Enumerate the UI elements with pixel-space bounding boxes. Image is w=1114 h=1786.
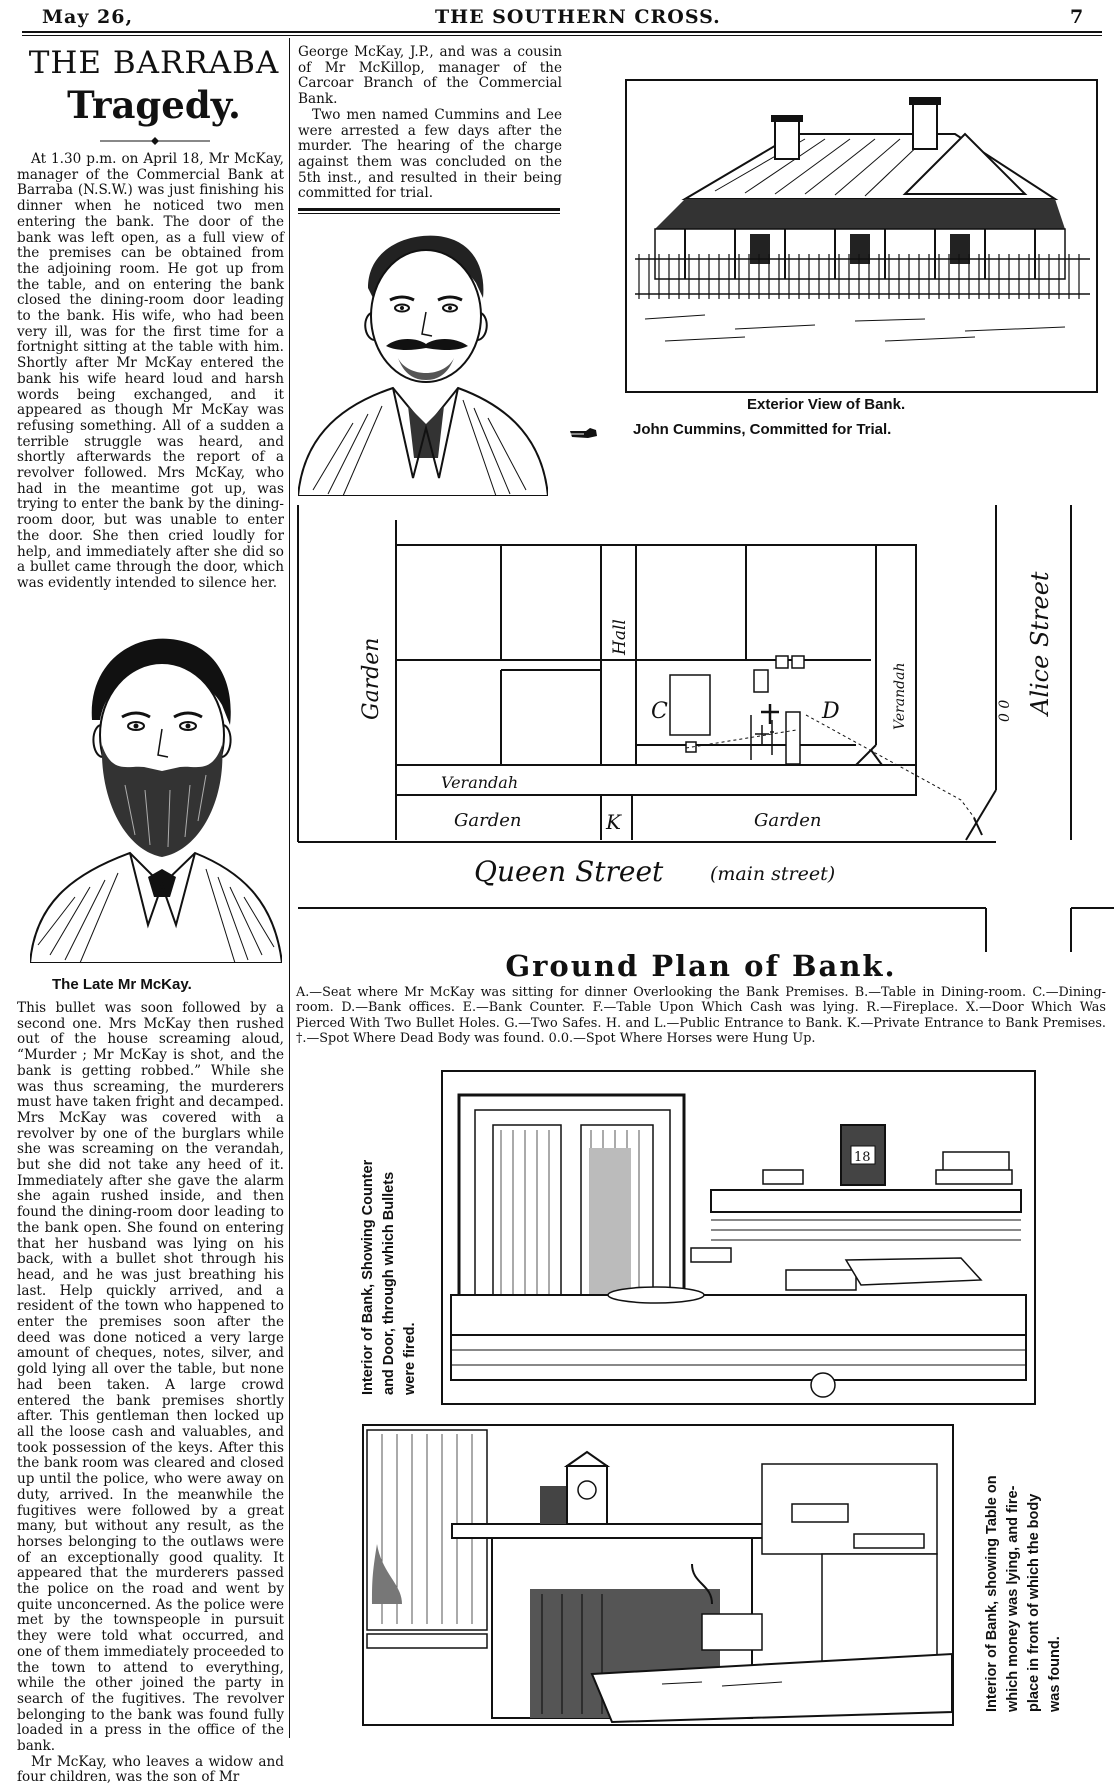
illustration-interior-counter (441, 1070, 1036, 1405)
masthead-title: THE SOUTHERN CROSS. (435, 6, 721, 28)
article-col1-part2 (17, 1001, 284, 1786)
plan-label-oo: 0 0 (997, 699, 1013, 722)
plan-label-queen-street: Queen Street (474, 855, 664, 888)
ornament-rule (100, 136, 210, 146)
caption-interior-table (982, 1475, 1066, 1712)
paragraph: Two men named Cummins and Lee were arrested a few days after the murder. The hearing of the charge against them was concluded on the 5th inst., and resulted in their being committed for trial. (298, 106, 562, 202)
headline-line2: Tragedy. (67, 83, 241, 127)
section-rule (298, 208, 560, 211)
plan-label-garden-bottom-right: Garden (754, 810, 822, 831)
caption-late-mckay: The Late Mr McKay. (52, 976, 192, 993)
masthead-rule (22, 31, 1102, 33)
pointing-hand-icon (568, 425, 600, 441)
plan-label-d: D (822, 699, 840, 724)
caption-line: and Door, through which Bullets (381, 1171, 397, 1395)
caption-line: place in front of which the body (1026, 1493, 1042, 1712)
plan-label-garden-bottom-left: Garden (454, 810, 522, 831)
caption-line: Interior of Bank, Showing Counter (360, 1159, 376, 1395)
caption-line: Interior of Bank, showing Table on (984, 1475, 1000, 1712)
plan-legend: A.—Seat where Mr McKay was sitting for dinner Overlooking the Bank Premises. B.—Table in Dining-room. C.—Dining-room. D.—Bank offices. E.—Bank Counter. F.—Table Upon Which Cash was lying. R.—Fireplace. X.—Door Which Was Pierced With Two Bullet Holes. G.—Two Safes. H. and L.—Public Entrance to Bank. K.—Private Entrance to Bank Premises. †.—Spot Where Dead Body was found. 0.0.—Spot Where Horses were Hung Up. (296, 985, 1106, 1047)
paragraph: Mr McKay, who leaves a widow and four children, was the son of Mr (17, 1753, 284, 1786)
section-rule-thin (298, 213, 560, 214)
paragraph: At 1.30 p.m. on April 18, Mr McKay, manager of the Commercial Bank at Barraba (N.S.W.) was just finishing his dinner when he noticed two men entering the bank. The door of the bank was left open, as a full view of the premises can be obtained from the adjoining room. He got up from the table, and on entering the bank closed the dining-room door leading to the bank. His wife, who had been very ill, was for the first time for a fortnight sitting at the table with him. Shortly after Mr McKay entered the bank his wife heard loud and harsh words being exchanged, and it appeared as though Mr McKay was refusing something. All of a sudden a terrible struggle was heard, and shortly afterwards the report of a revolver followed. Mrs McKay, who had in the meantime got up, was trying to enter the bank by the dining-room door, but was unable to enter the door. She then cried loudly for help, and immediately after she did so a bullet came through the door, which was evidently intended to silence her. (17, 151, 284, 591)
masthead-date: May 26, (42, 6, 134, 28)
paragraph: George McKay, J.P., and was a cousin of Mr McKillop, manager of the Carcoar Branch of the Commercial Bank. (298, 44, 562, 108)
headline-line1: THE BARRABA (28, 45, 280, 81)
caption-exterior: Exterior View of Bank. (747, 396, 906, 413)
plan-label-hall: Hall (610, 619, 630, 655)
portrait-cummins (298, 228, 548, 496)
plan-label-verandah-bottom: Verandah (441, 773, 519, 792)
plan-label-verandah-right: Verandah (892, 662, 908, 730)
caption-line: was found. (1047, 1636, 1063, 1712)
caption-cummins: John Cummins, Committed for Trial. (633, 421, 892, 438)
ground-plan (296, 500, 1114, 955)
caption-line: were fired. (402, 1322, 418, 1395)
illustration-interior-table (362, 1424, 954, 1726)
plan-label-main-street: (main street) (710, 863, 836, 885)
caption-line: which money was lying, and fire- (1005, 1485, 1021, 1712)
column-divider (289, 38, 290, 1738)
plan-label-c: C (651, 699, 668, 724)
paragraph: This bullet was soon followed by a second one. Mrs McKay then rushed out of the house screaming aloud, “Murder ; Mr McKay is shot, and the bank is getting robbed.” While she was thus screaming, the murderers must have taken fright and decamped. Mrs McKay was covered with a revolver by one of the burglars while she was screaming on the verandah, but she did not take any heed of it. Immediately after she gave the alarm she again rushed inside, and then found the dining-room door leading to the bank open. She found on entering that her husband was lying on his back, with a bullet shot through his head, and he was just breathing his last. Help quickly arrived, and a resident of the town who happened to enter the premises soon after the deed was done noticed a very large amount of cheques, notes, silver, and gold lying all over the table, but none had been taken. A large crowd entered the bank premises shortly after. This gentleman then locked up all the loose cash and valuables, and took possession of the keys. After this the bank room was cleared and closed up until the police, who were away on duty, arrived. In the meanwhile the fugitives were followed by a great many, but without any result, as the horses belonging to the outlaws were of an exceptionally good quality. It appeared that the murderers passed the police on the road and went by quite unconcerned. As the police were met by the townspeople in pursuit they were told what occurred, and one of them immediately proceeded to the town to attend to everything, while the other joined the party in search of the fugitives. The revolver belonging to the bank was found fully loaded in a press in the office of the bank. (17, 1000, 284, 1755)
calendar-number: 18 (854, 1150, 871, 1165)
plan-label-k: K (606, 810, 621, 834)
article-col1-part1 (17, 152, 284, 592)
plan-label-alice-street: Alice Street (1026, 571, 1054, 715)
article-col2-top (298, 45, 562, 202)
illustration-bank-exterior (625, 79, 1098, 393)
page-number: 7 (1070, 6, 1085, 28)
caption-interior-counter (358, 1160, 421, 1395)
portrait-mckay (30, 625, 282, 963)
masthead-rule-thin (22, 35, 1102, 36)
plan-title: Ground Plan of Bank. (505, 949, 897, 983)
plan-label-garden-left: Garden (359, 637, 384, 720)
